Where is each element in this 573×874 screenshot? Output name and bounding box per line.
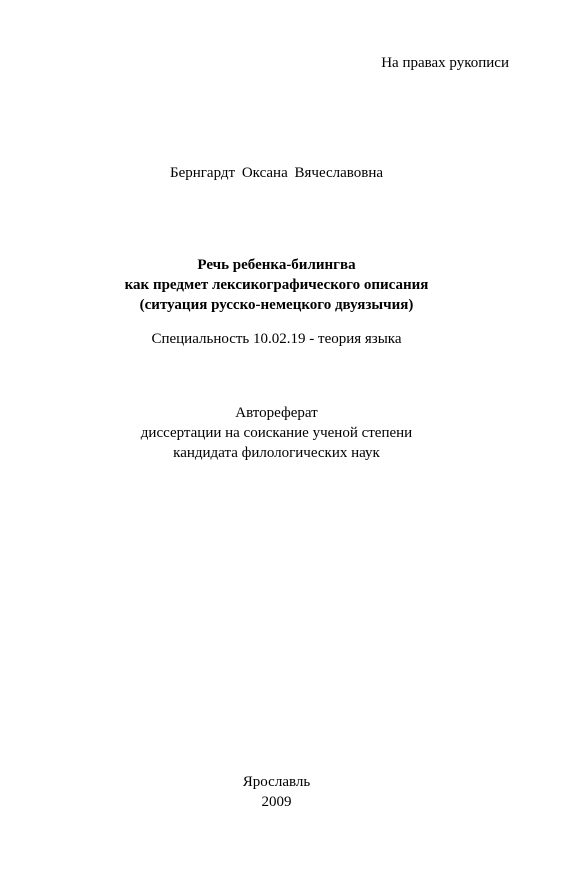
abstract-line-1: Автореферат xyxy=(235,405,318,421)
title-line-3: (ситуация русско-немецкого двуязычия) xyxy=(139,297,414,313)
place-and-year xyxy=(0,772,553,812)
dissertation-title xyxy=(0,255,553,315)
author-name: Бернгардт Оксана Вячеславовна xyxy=(169,165,384,181)
abstract-line-2: диссертации на соискание ученой степени xyxy=(140,425,413,441)
abstract-description xyxy=(0,403,553,463)
year: 2009 xyxy=(261,794,292,810)
title-line-1: Речь ребенка-билингва xyxy=(197,257,356,273)
specialty-line: Специальность 10.02.19 - теория языка xyxy=(151,331,402,347)
rights-notice: На правах рукописи xyxy=(381,55,509,71)
title-line-2: как предмет лексикографического описания xyxy=(124,277,429,293)
city: Ярославль xyxy=(242,774,311,790)
abstract-line-3: кандидата филологических наук xyxy=(173,445,380,461)
